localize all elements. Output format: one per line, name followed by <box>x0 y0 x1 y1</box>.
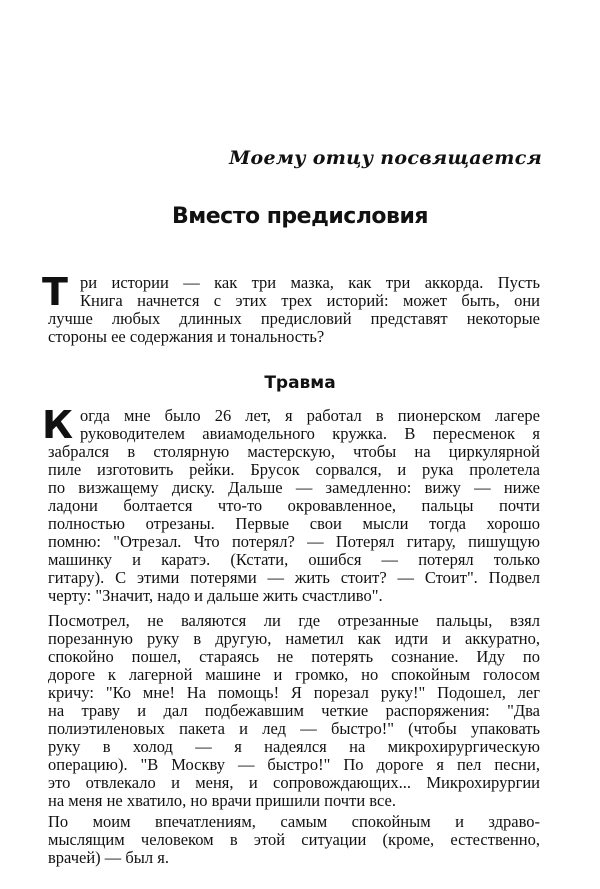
text-line: черту: "Значит, надо и дальше жить счастливо". <box>48 586 383 605</box>
text-line: гитару). С этими потерями — жить стоит? — Стоит". Подвел <box>48 568 540 587</box>
text-line: это отвлекало и меня, и сопровождающих... Микрохирургии <box>48 773 540 792</box>
text-line: пиле изготовить рейки. Брусок сорвался, и рука пролетела <box>48 460 540 479</box>
text-line: врачей) — был я. <box>48 848 169 867</box>
text-line: По моим впечатлениям, самым спокойным и здраво- <box>48 812 540 831</box>
paragraph-trauma-1 <box>42 403 540 605</box>
text-line: забрался в столярную мастерскую, чтобы на циркулярной <box>48 442 540 461</box>
drop-cap: К <box>42 403 74 447</box>
text-line: машинку и каратэ. (Кстати, ошибся — потерял только <box>48 550 540 569</box>
text-line: огда мне было 26 лет, я работал в пионерском лагере <box>80 406 540 425</box>
paragraph-intro <box>42 270 540 346</box>
text-line: дороге к лагерной машине и громко, но спокойным голосом <box>48 665 540 684</box>
text-line: полиэтиленовых пакета и лед — быстро!" (чтобы упаковать <box>48 719 540 738</box>
text-line: спокойно пошел, стараясь не потерять сознание. Иду по <box>48 647 540 666</box>
text-line: мыслящим человеком в этой ситуации (кроме, естественно, <box>48 830 540 849</box>
text-line: стороны ее содержания и тональность? <box>48 327 325 346</box>
text-line: руководителем авиамодельного кружка. В пересменок я <box>80 424 540 443</box>
text-line: Посмотрел, не валяются ли где отрезанные пальцы, взял <box>48 611 540 630</box>
paragraph-trauma-3 <box>48 813 540 867</box>
paragraph-trauma-2 <box>48 612 540 810</box>
text-line: ладони болтается что-то окровавленное, пальцы почти <box>48 496 540 515</box>
dedication: Моему отцу посвящается <box>229 147 542 169</box>
text-line: кричу: "Ко мне! На помощь! Я порезал руку!" Подошел, лег <box>48 683 540 702</box>
text-line: полностью отрезаны. Первые свои мысли тогда хорошо <box>48 514 540 533</box>
text-line: руку в холод — я надеялся на микрохирургическую <box>48 737 540 756</box>
section-heading: Травма <box>264 373 336 393</box>
text-line: ри истории — как три мазка, как три аккорда. Пусть <box>80 273 540 292</box>
text-line: лучше любых длинных предисловий представят некоторые <box>48 309 540 328</box>
text-line: по визжащему диску. Дальше — замедленно: вижу — ниже <box>48 478 540 497</box>
text-line: Книга начнется с этих трех историй: может быть, они <box>80 291 540 310</box>
text-line: на траву и дал подбежавшим четкие распоряжения: "Два <box>48 701 540 720</box>
drop-cap: Т <box>42 270 68 314</box>
text-line: на меня не хватило, но врачи пришили почти все. <box>48 791 396 810</box>
page-title: Вместо предисловия <box>171 204 429 229</box>
text-line: помню: "Отрезал. Что потерял? — Потерял гитару, пишущую <box>48 532 540 551</box>
text-line: порезанную руку в другую, наметил как идти и аккуратно, <box>48 629 540 648</box>
text-line: операцию). "В Москву — быстро!" По дороге я пел песни, <box>48 755 540 774</box>
